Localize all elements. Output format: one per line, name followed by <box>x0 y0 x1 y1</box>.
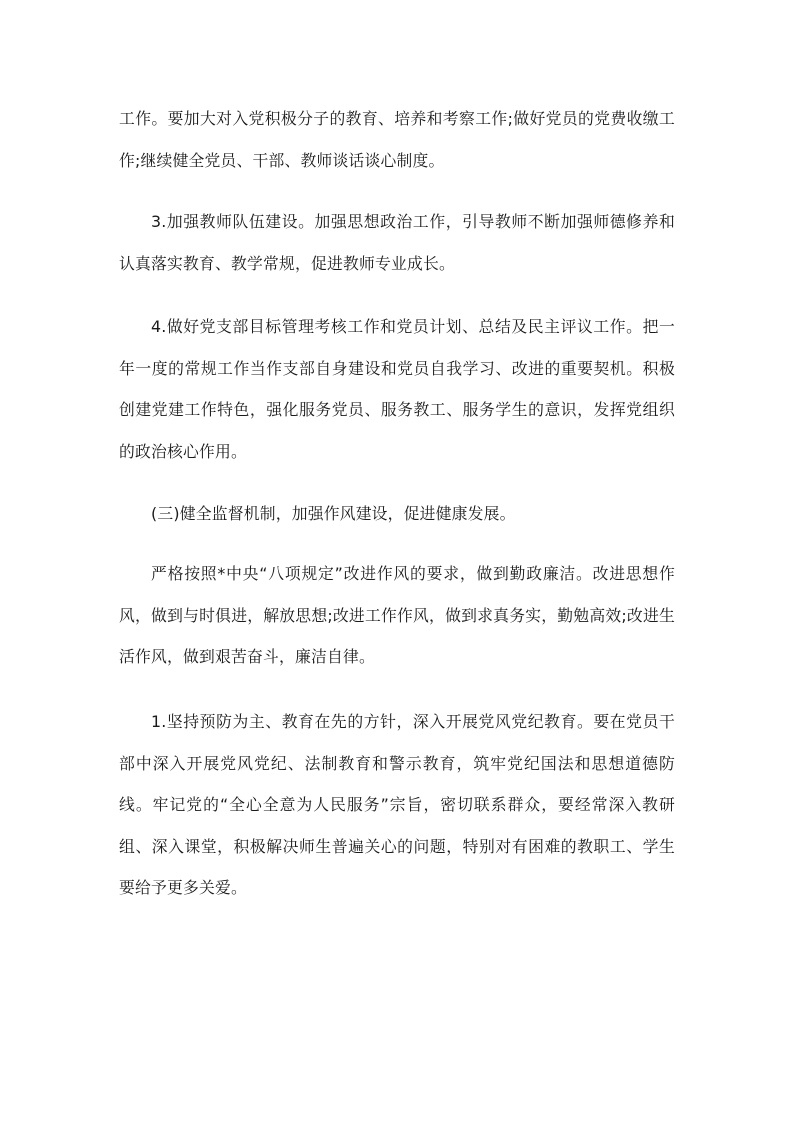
paragraph-party-branch-assessment: 4.做好党支部目标管理考核工作和党员计划、总结及民主评议工作。把一年一度的常规工作当作支部自身建设和党员自我学习、改进的重要契机。积极创建党建工作特色，强化服务党员、服务教工、服务学生的意识，发挥党组织的政治核心作用。 <box>119 317 675 461</box>
paragraph-prevention-education: 1.坚持预防为主、教育在先的方针，深入开展党风党纪教育。要在党员干部中深入开展党风党纪、法制教育和警示教育，筑牢党纪国法和思想道德防线。牢记党的“全心全意为人民服务”宗旨，密切联系群众，要经常深入教研组、深入课堂，积极解决师生普遍关心的问题，特别对有困难的教职工、学生要给予更多关爱。 <box>119 712 675 897</box>
paragraph-party-member-work: 工作。要加大对入党积极分子的教育、培养和考察工作;做好党员的党费收缴工作;继续健全党员、干部、教师谈话谈心制度。 <box>119 109 675 170</box>
paragraph-work-style: 严格按照*中央“八项规定”改进作风的要求，做到勤政廉洁。改进思想作风，做到与时俱进，解放思想;改进工作作风，做到求真务实，勤勉高效;改进生活作风，做到艰苦奋斗，廉洁自律。 <box>119 564 675 666</box>
section-heading-supervision: (三)健全监督机制，加强作风建设，促进健康发展。 <box>151 504 516 523</box>
paragraph-teacher-team-building: 3.加强教师队伍建设。加强思想政治工作，引导教师不断加强师德修养和认真落实教育、教学常规，促进教师专业成长。 <box>119 212 675 273</box>
